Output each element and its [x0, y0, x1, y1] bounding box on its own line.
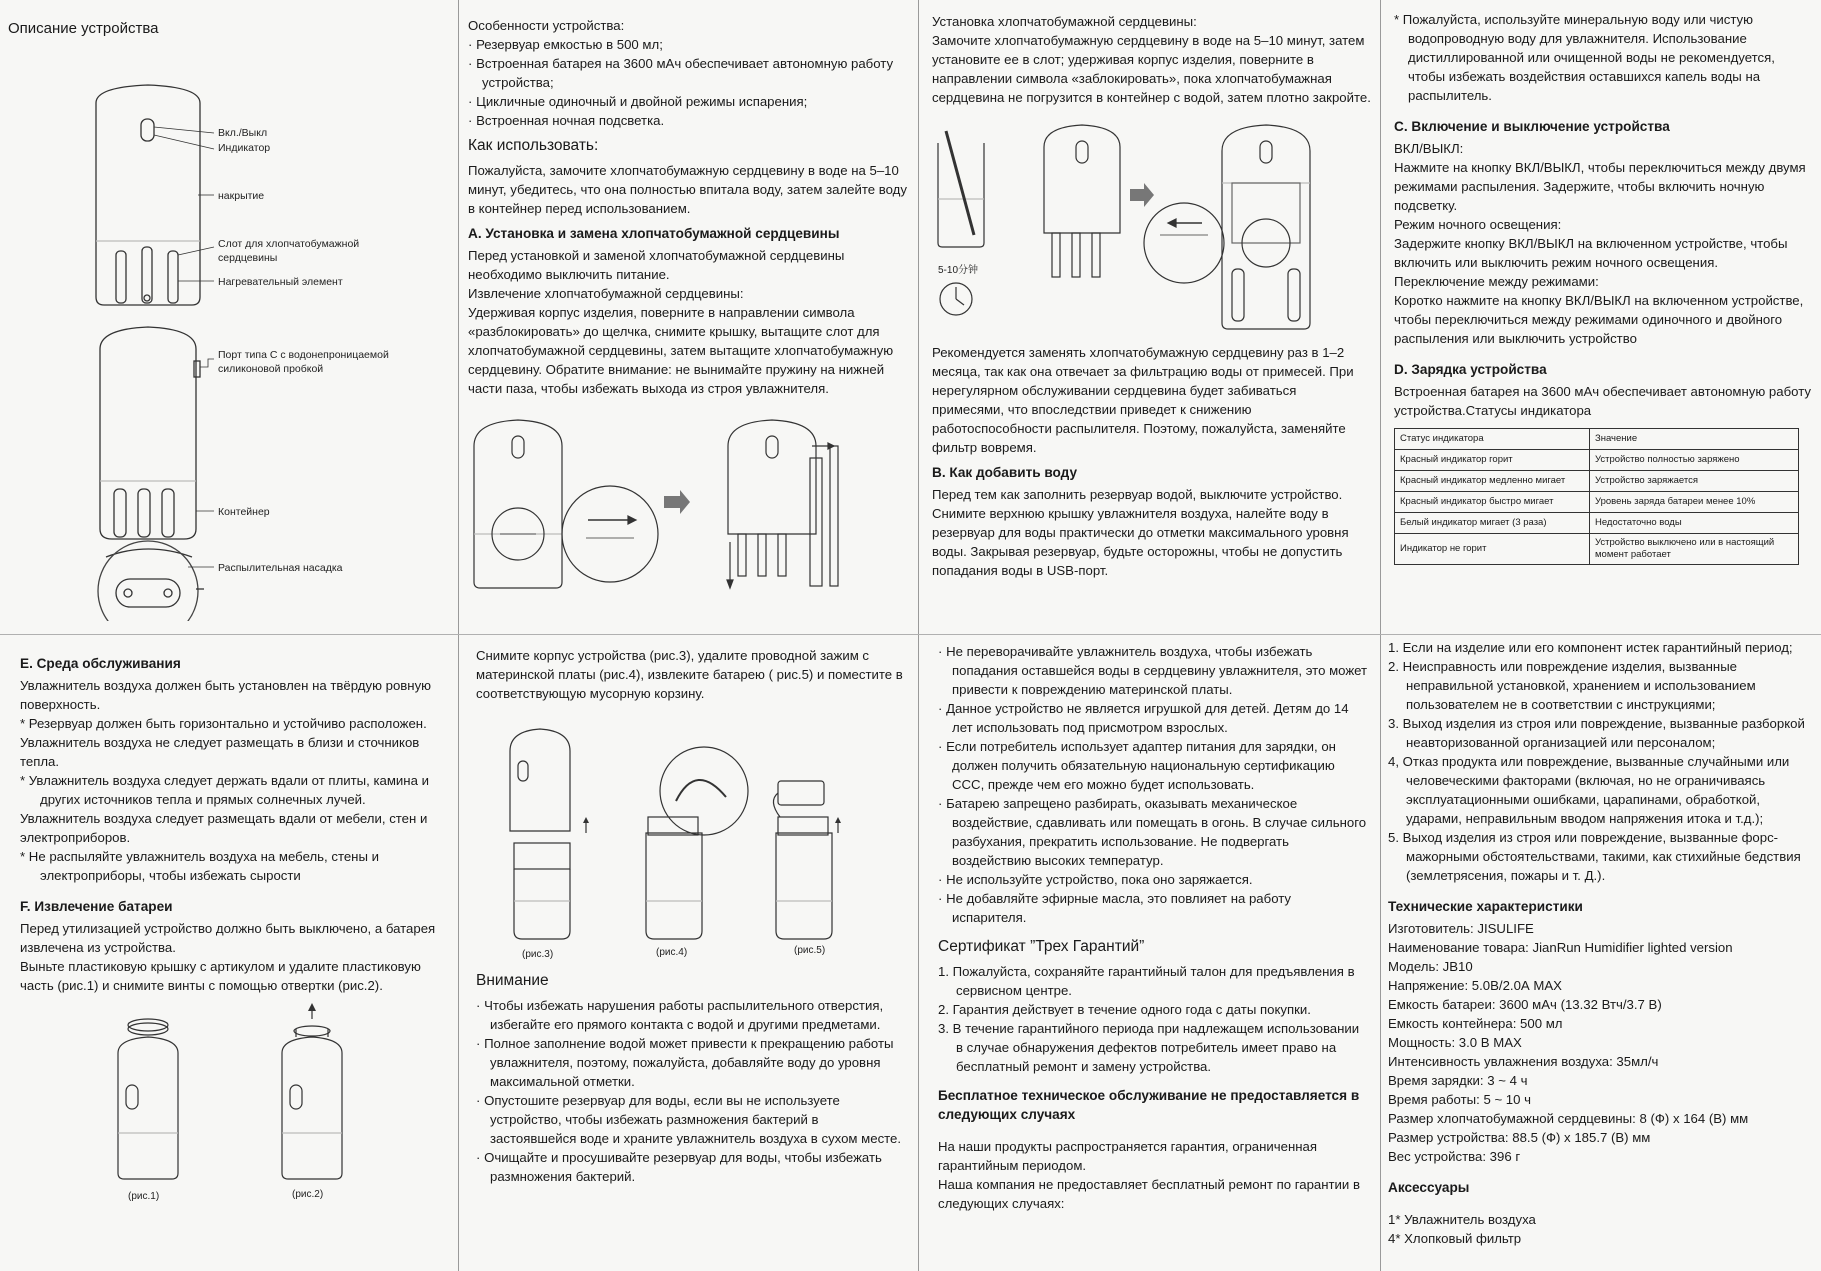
e-line: Увлажнитель воздуха следует размещать вдали от мебели, стен и электроприборов. [20, 811, 428, 845]
panel-installation [932, 12, 1372, 626]
label-nozzle: Распылительная насадка [218, 562, 343, 574]
label-slot: Слот для хлопчатобумажной [218, 238, 360, 250]
e-line: * Не распыляйте увлажнитель воздуха на мебель, стены и электроприборы, чтобы избежать сырости [20, 849, 379, 883]
section-b-text-2: Снимите верхнюю крышку увлажнителя воздуха, налейте воду в резервуар для воды практически до отметки максимального уровня воды. Закрывая резервуар, будьте осторожны, чтобы не допустить попадания воды в USB-порт. [932, 506, 1349, 578]
section-f-text: Перед утилизацией устройство должно быть выключено, а батарея извлечена из устройства. [20, 921, 436, 955]
c-line: Переключение между режимами: [1394, 274, 1599, 289]
core-installation-diagram [932, 123, 1372, 333]
spec-line: Вес устройства: 396 г [1388, 1149, 1521, 1164]
table-row: Белый индикатор мигает (3 раза) Недостаточно воды [1395, 513, 1799, 534]
exclusion-item: 4, Отказ продукта или повреждение, вызванные случайными или человеческими факторами (включая, но не ограничиваясь эксплуатационными ошибками, царапинами, обработкой, ударами, неправильным вводом напряжения итока и т.д.); [1388, 754, 1790, 826]
label-port: Порт типа С с водонепроницаемой [218, 349, 389, 361]
accessory-item: 1* Увлажнитель воздуха [1388, 1212, 1536, 1227]
attention-item: · Чтобы избежать нарушения работы распылительного отверстия, избегайте его прямого контакта с водой и другими предметами. [476, 998, 884, 1032]
e-line: Увлажнитель воздуха не следует размещать в близи и сточников тепла. [20, 735, 420, 769]
warning-item: · Не используйте устройство, пока оно заряжается. [938, 872, 1253, 887]
fig4-caption: (рис.4) [656, 947, 688, 958]
row-divider [0, 634, 1821, 635]
attention-item: · Опустошите резервуар для воды, если вы не используете устройство, чтобы избежать размножения бактерий в застоявшейся воде и храните увлажнитель воздуха в сухом месте. [476, 1093, 902, 1146]
column-divider [918, 0, 919, 1271]
accessories-title: Аксессуары [1388, 1180, 1470, 1195]
label-cover: накрытие [218, 190, 265, 202]
panel-maintenance [20, 648, 450, 1268]
c-line: Коротко нажмите на кнопку ВКЛ/ВЫКЛ на включенном устройстве, чтобы переключиться между режимами одиночного и двойного распыления или выключить устройство [1394, 293, 1804, 346]
how-to-use-title: Как использовать: [468, 137, 599, 154]
fig3-caption: (рис.3) [522, 949, 554, 960]
spec-line: Размер устройства: 88.5 (Ф) х 185.7 (В) мм [1388, 1130, 1651, 1145]
column-divider [1380, 0, 1381, 1271]
exclusion-item: 5. Выход изделия из строя или повреждение, вызванные форс-мажорными обстоятельствами, такими, как стихийные бедствия (землетрясения, пожары и т. Д.). [1388, 830, 1801, 883]
soak-time-label: 5-10分钟 [938, 265, 979, 276]
section-a-subtitle: Извлечение хлопчатобумажной сердцевины: [468, 286, 744, 301]
e-line: * Увлажнитель воздуха следует держать вдали от плиты, камина и других источников тепла и прямых солнечных лучей. [20, 773, 429, 807]
panel-features-usage [468, 16, 908, 626]
certificate-title: Сертификат ”Трех Гарантий” [938, 938, 1145, 955]
feature-item: · Резервуар емкостью в 500 мл; [468, 37, 663, 52]
warning-item: · Не переворачивайте увлажнитель воздуха, чтобы избежать попадания оставшейся воды в сердцевину увлажнителя, это может привести к повреждению материнской платы. [938, 644, 1368, 697]
attention-item: · Очищайте и просушивайте резервуар для воды, чтобы избежать размножения бактерий. [476, 1150, 882, 1184]
how-to-use-text: Пожалуйста, замочите хлопчатобумажную сердцевину в воде на 5–10 минут, убедитесь, что она полностью впитала воду, затем залейте воду в контейнер перед использованием. [468, 163, 907, 216]
table-row: Статус индикатора Значение [1395, 429, 1799, 450]
section-c-title: C. Включение и выключение устройства [1394, 119, 1670, 134]
table-row: Красный индикатор медленно мигает Устройство заряжается [1395, 471, 1799, 492]
fig2-caption: (рис.2) [292, 1189, 324, 1200]
fig5-caption: (рис.5) [794, 945, 826, 956]
label-container: Контейнер [218, 506, 270, 518]
feature-item: · Цикличные одиночный и двойной режимы испарения; [468, 94, 808, 109]
c-line: Задержите кнопку ВКЛ/ВЫКЛ на включенном устройстве, чтобы включить или выключить режим ночного освещения. [1394, 236, 1788, 270]
section-e-title: E. Среда обслуживания [20, 656, 181, 671]
battery-removal-diagram [20, 1003, 450, 1203]
install-title: Установка хлопчатобумажной сердцевины: [932, 14, 1197, 29]
c-line: Нажмите на кнопку ВКЛ/ВЫКЛ, чтобы переключиться между двумя режимами распыления. Задержите, чтобы включить ночную подсветку. [1394, 160, 1806, 213]
spec-line: Напряжение: 5.0В/2.0А MAX [1388, 978, 1562, 993]
spec-line: Наименование товара: JianRun Humidifier lighted version [1388, 940, 1733, 955]
section-b-text: Перед тем как заполнить резервуар водой, выключите устройство. [932, 487, 1343, 502]
spec-line: Емкость контейнера: 500 мл [1388, 1016, 1563, 1031]
c-line: Режим ночного освещения: [1394, 217, 1562, 232]
attention-item: · Полное заполнение водой может привести к прекращению работы увлажнителя, поэтому, пожалуйста, добавляйте воду до уровня максимальной отметки. [476, 1036, 894, 1089]
table-row: Индикатор не горит Устройство выключено или в настоящий момент работает [1395, 534, 1799, 565]
label-port-2: силиконовой пробкой [218, 363, 324, 375]
spec-line: Размер хлопчатобумажной сердцевины: 8 (Ф) х 164 (В) мм [1388, 1111, 1749, 1126]
section-d-text: Встроенная батарея на 3600 мАч обеспечивает автономную работу устройства.Статусы индикатора [1394, 384, 1811, 418]
panel-device-description [8, 16, 448, 626]
section-b-title: B. Как добавить воду [932, 465, 1078, 480]
spec-line: Мощность: 3.0 В MAX [1388, 1035, 1522, 1050]
c-line: ВКЛ/ВЫКЛ: [1394, 141, 1464, 156]
certificate-item: 1. Пожалуйста, сохраняйте гарантийный талон для предъявления в сервисном центре. [938, 964, 1355, 998]
certificate-item: 3. В течение гарантийного периода при надлежащем использовании в случае обнаружения дефектов потребитель имеет право на бесплатный ремонт и замену устройства. [938, 1021, 1360, 1074]
label-power: Вкл./Выкл [218, 127, 268, 139]
device-diagram [8, 41, 448, 621]
section-d-title: D. Зарядка устройства [1394, 362, 1547, 377]
accessory-item: 4* Хлопковый фильтр [1388, 1231, 1522, 1246]
e-line: Увлажнитель воздуха должен быть установлен на твёрдую ровную поверхность. [20, 678, 432, 712]
exclusion-item: 3. Выход изделия из строя или повреждение, вызванные разборкой неавторизованной организацией или персоналом; [1388, 716, 1805, 750]
spec-line: Изготовитель: JISULIFE [1388, 921, 1534, 936]
table-row: Красный индикатор быстро мигает Уровень заряда батареи менее 10% [1395, 492, 1799, 513]
spec-line: Время зарядки: 3 ~ 4 ч [1388, 1073, 1528, 1088]
disassembly-intro: Снимите корпус устройства (рис.3), удалите проводной зажим с материнской платы (рис.4), извлеките батарею ( рис.5) и поместите в соответствующую мусорную корзину. [476, 648, 903, 701]
spec-line: Модель: JB10 [1388, 959, 1473, 974]
free-service-title: Бесплатное техническое обслуживание не предоставляется в следующих случаях [938, 1088, 1360, 1122]
section-f-text-2: Выньте пластиковую крышку с артикулом и удалите пластиковую часть (рис.1) и снимите винты с помощью отвертки (рис.2). [20, 959, 421, 993]
water-note: * Пожалуйста, используйте минеральную воду или чистую водопроводную воду для увлажнителя. Использование дистиллированной или очищенной воды не рекомендуется, чтобы избежать воздействия оставшихся капель воды на распылитель. [1394, 12, 1775, 103]
disassembly-diagram [476, 721, 906, 961]
feature-item: · Встроенная батарея на 3600 мАч обеспечивает автономную работу устройства; [468, 56, 894, 90]
attention-title: Внимание [476, 972, 549, 989]
panel-warnings-warranty [938, 642, 1368, 1268]
column-divider [458, 0, 459, 1271]
warning-item: · Батарею запрещено разбирать, оказывать механическое воздействие, сдавливать или помещать в огонь. В случае сильного разбухания, прекратить использование. Не подвергать воздействию высоких температур. [938, 796, 1367, 868]
label-heater: Нагревательный элемент [218, 276, 343, 288]
table-row: Красный индикатор горит Устройство полностью заряжено [1395, 450, 1799, 471]
device-description-title: Описание устройства [8, 20, 159, 37]
section-a-text: Перед установкой и заменой хлопчатобумажной сердцевины необходимо выключить питание. [468, 248, 845, 282]
label-slot-2: сердцевины [218, 252, 278, 264]
panel-exclusions-specs [1388, 638, 1818, 1268]
specs-title: Технические характеристики [1388, 899, 1583, 914]
replace-text: Рекомендуется заменять хлопчатобумажную сердцевину раз в 1–2 месяца, так как она отвечает за фильтрацию воды от примесей. При нерегулярном обслуживании сердцевина будет забиваться примесями, что впоследствии приведет к снижению работоспособности распылителя. Поэтому, пожалуйста, заменяйте фильтр вовремя. [932, 345, 1354, 455]
spec-line: Емкость батареи: 3600 мАч (13.32 Втч/3.7 В) [1388, 997, 1662, 1012]
feature-item: · Встроенная ночная подсветка. [468, 113, 665, 128]
install-text: Замочите хлопчатобумажную сердцевину в воде на 5–10 минут, затем установите ее в слот; удерживая корпус изделия, поверните в направлении символа «заблокировать», пока хлопчатобумажная сердцевина не погрузится в контейнер с водой, затем плотно закройте. [932, 33, 1371, 105]
section-a-title: A. Установка и замена хлопчатобумажной сердцевины [468, 226, 840, 241]
exclusion-item: 2. Неисправность или повреждение изделия, вызванные неправильной установкой, хранением и использованием пользователем не в соответствии с инструкциями; [1388, 659, 1756, 712]
warning-item: · Если потребитель использует адаптер питания для зарядки, он должен получить обязательную национальную сертификацию CCC, прежде чем его можно будет использовать. [938, 739, 1336, 792]
label-indicator: Индикатор [218, 142, 271, 154]
e-line: * Резервуар должен быть горизонтально и устойчиво расположен. [20, 716, 427, 731]
spec-line: Интенсивность увлажнения воздуха: 35мл/ч [1388, 1054, 1659, 1069]
warning-item: · Не добавляйте эфирные масла, это повлияет на работу испарителя. [938, 891, 1292, 925]
panel-disassembly-attention [476, 646, 906, 1268]
panel-power-charging [1394, 10, 1814, 626]
free-service-text: На наши продукты распространяется гарантия, ограниченная гарантийным периодом. [938, 1139, 1318, 1173]
spec-line: Время работы: 5 ~ 10 ч [1388, 1092, 1532, 1107]
certificate-item: 2. Гарантия действует в течение одного года с даты покупки. [938, 1002, 1311, 1017]
warning-item: · Данное устройство не является игрушкой для детей. Детям до 14 лет использовать под присмотром взрослых. [938, 701, 1349, 735]
core-removal-diagram [468, 416, 908, 596]
fig1-caption: (рис.1) [128, 1191, 160, 1202]
features-title: Особенности устройства: [468, 18, 625, 33]
section-f-title: F. Извлечение батареи [20, 899, 173, 914]
section-a-instructions: Удерживая корпус изделия, поверните в направлении символа «разблокировать» до щелчка, снимите крышку, вытащите слот для хлопчатобумажной сердцевины, затем вытащите хлопчатобумажную сердцевину. Обратите внимание: не вынимайте пружину на нижней части паза, чтобы избежать выхода из строя увлажнителя. [468, 305, 894, 396]
exclusion-item: 1. Если на изделие или его компонент истек гарантийный период; [1388, 640, 1793, 655]
free-service-text-2: Наша компания не предоставляет бесплатный ремонт по гарантии в следующих случаях: [938, 1177, 1360, 1211]
indicator-status-table [1394, 428, 1799, 565]
